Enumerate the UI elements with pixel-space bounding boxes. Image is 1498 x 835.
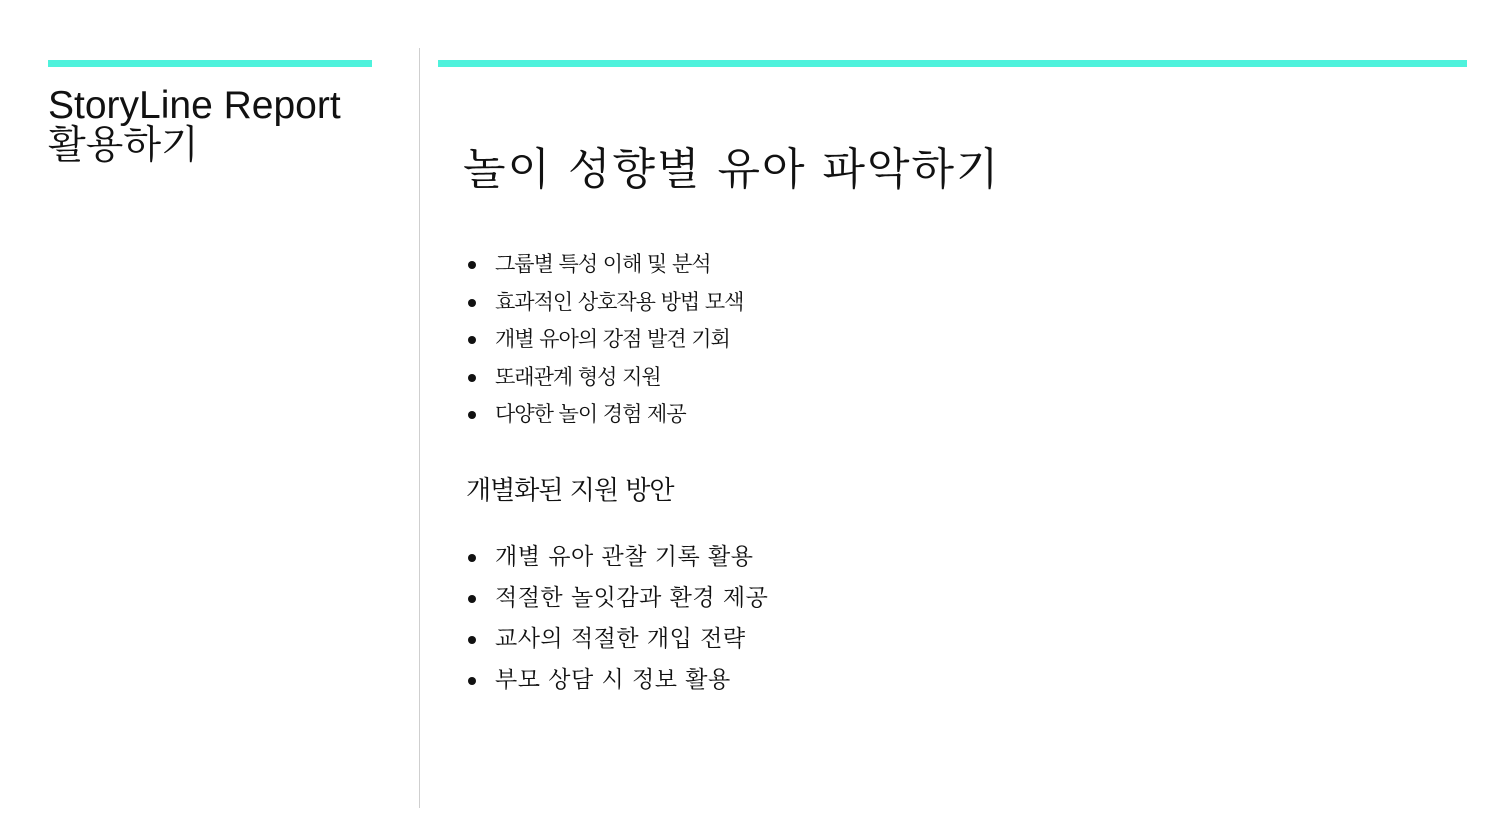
feature-list-item: 효과적인 상호작용 방법 모색	[466, 284, 743, 322]
support-list	[466, 537, 768, 701]
page-title: 놀이 성향별 유아 파악하기	[463, 144, 1001, 195]
sidebar-title	[48, 86, 408, 166]
feature-list-item: 다양한 놀이 경험 제공	[466, 396, 743, 434]
feature-list-item: 그룹별 특성 이해 및 분석	[466, 246, 743, 284]
feature-list-item: 개별 유아의 강점 발견 기회	[466, 321, 743, 359]
feature-list	[466, 246, 743, 434]
support-list-item: 부모 상담 시 정보 활용	[466, 660, 768, 701]
feature-list-item: 또래관계 형성 지원	[466, 359, 743, 397]
content-accent-bar	[438, 60, 1467, 67]
sidebar-accent-bar	[48, 60, 372, 67]
support-list-item: 개별 유아 관찰 기록 활용	[466, 537, 768, 578]
sidebar-title-line-2: 활용하기	[48, 124, 199, 167]
support-list-item: 적절한 놀잇감과 환경 제공	[466, 578, 768, 619]
support-list-item: 교사의 적절한 개입 전략	[466, 619, 768, 660]
section-subheading: 개별화된 지원 방안	[466, 476, 674, 506]
sidebar-title-line-1: StoryLine Report	[48, 84, 341, 127]
vertical-divider	[419, 48, 420, 808]
